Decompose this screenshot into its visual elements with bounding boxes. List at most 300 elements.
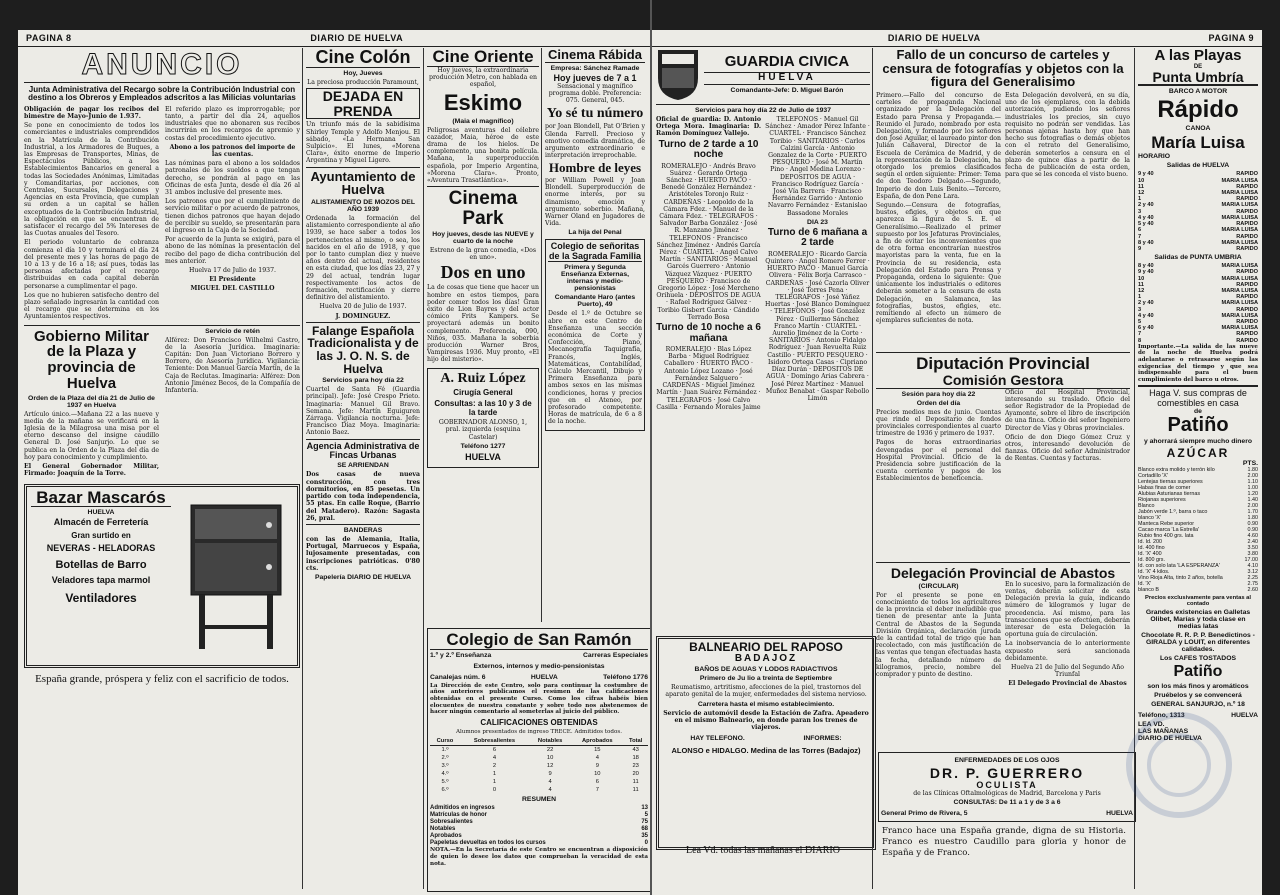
price-value: 3.12 [1247,568,1258,575]
schedule-boat: RAPIDO [1236,331,1258,338]
guardia-title: GUARDIA CIVICA [724,53,850,71]
calif-cell: 43 [632,747,639,754]
gobierno-title: Gobierno Militar de la Plaza y provincia de Huelva [33,327,149,392]
left-slogan: España grande, próspera y feliz con el sacrificio de todos. [35,672,289,685]
calif-cell: 2.º [441,755,449,762]
price-item: Vino Rioja Alta, tinto 2 años, botella [1138,574,1223,581]
price-item: Id. con solo lata 'LA ESPERANZA' [1138,562,1220,569]
price-value: 2.40 [1247,538,1258,545]
san-ramon-calif-sub: Alumnos presentados de ingreso TRECE. Admitidos todos. [455,728,623,735]
resumen-label: Notables [430,826,456,833]
abastos-sub: (CIRCULAR) [918,582,959,590]
colon-column [306,48,420,894]
schedule-boat: MARIA LUISA [1221,312,1258,319]
cinema-park-film: Dos en uno [440,262,526,283]
anuncio-lead: Obligación de pagar los recibos del bimestre de Mayo-Junio de 1.937. [24,105,159,120]
price-item: Alubias Asturianas tiernas [1138,490,1201,497]
gobierno-servicio-body: Alférez: Don Francisco Wilhelmi Castro, de la Asesoría Jurídica. Imaginaria: Capitán: Don Juan Victoriano Borrero y Borrero, de Asesoría Jurídica. Vigilancia: Teniente: Don Manuel García Martín, de la Caja de Reclutas. Imaginaria: Alférez: Don Antonio Jiménez Becos, de la Compañía de Infantería. [165,336,300,395]
calif-cell: 11 [632,787,639,794]
patino-name: Patiño [1167,414,1229,437]
calif-cell: 12 [546,763,554,770]
price-item: blanco B [1138,586,1159,593]
raposo-ad [656,636,876,850]
schedule-time: 2 y 40 [1138,300,1154,307]
anuncio-date: Huelva 17 de Julio de 1937. [188,267,277,275]
banderas-footer: Papelería DIARIO DE HUELVA [314,573,412,581]
guerrero-addr: General Primo de Rivera, 5 [881,810,968,818]
schedule-boat: MARIA LUISA [1221,239,1258,246]
right-page [652,30,1262,895]
guardia-civica-block [656,48,870,666]
bazar-title: Bazar Mascarós [31,489,171,508]
schedule-boat: MARIA LUISA [1221,275,1258,282]
schedule-time: 1 [1138,294,1142,301]
schedule-boat: RAPIDO [1236,221,1258,228]
patino-lea-2: LAS MAÑANAS [1138,727,1189,735]
anuncio-subtitle: Junta Administrativa del Recargo sobre la Contribución Industrial con destino a los Obreros y Empleados adscritos a las Milicias voluntarias [28,85,296,103]
calif-cell: 6 [595,779,599,786]
guardia-list-1: ROMERALEJO · Andrés Bravo Suárez · Gerardo Ortega Sánchez · HUERTO PACO · Benedé González Hernández · Aristóteles Toronjo Ruiz · CARDEÑAS · Leopoldo de la Cámara Fdez. · Manuel de la Cámara Fdez. · TELEGRAFOS · Salvador Barba González · José R. Manzano Jiménez · TELEFONOS · Francisco Sánchez Jiménez · Andrés García Pérez · CUARTEL · Angel Calvo Martín · SANITARIOS · Manuel Garcés Guerrero · Antonio Vázquez Vázquez · PUERTO PESQUERO · Francisco de Gregorio López · José Mercheno Orihuela · DEPOSITOS DE AGUA · Rafael Rodríguez Gálvez · Toribio Gisbert Garcia · Cándido Terrado Bosa [656,162,761,321]
calif-row [430,754,648,762]
raposo-city: BADAJOZ [734,652,798,664]
left-page-label: PAGINA 8 [26,33,72,43]
rabida-desc: por Joan Blondell, Pat O'Brien y Glenda Farrell. Precioso y emotivo comedia dramática, de argumento extraordinario e interpretación irreprochable. [545,123,645,160]
price-item: Manteca Rebe superior [1138,520,1195,527]
ruiz-line-2: Consultas: a las 10 y 3 de la tarde [434,399,532,418]
watermark-seal-icon [1104,705,1254,825]
san-ramon-row-1a: 1.º y 2.º Enseñanza [430,651,492,659]
calif-cell: 4.º [441,771,449,778]
guardia-dia-23: DIA 23 [807,218,828,226]
ayuntamiento-title: Ayuntamiento de Huelva [310,168,416,198]
patino-intro: Haga V. sus compras de comestibles en casa [1149,388,1247,408]
resumen-list [430,805,648,847]
schedule-time: 10 [1138,177,1145,184]
san-ramon-row-3a: Canalejas núm. 6 [430,673,486,681]
schedule-time: 1 [1138,196,1142,203]
resumen-row [430,833,648,840]
sagrada-addr: Comandante Haro (antes Puerto), 49 [554,294,636,309]
rabida-title: Cinema Rábida [545,48,645,63]
playas-maria: María Luisa [1151,132,1245,152]
oriente-body: Peligrosas aventuras del célebre cazador, Maia, héroe de este drama de los hielos. De complemento, una bonita película. Mañana, la superproducción española, por Imperio Argentina, «Morena Clara». Pronto, «Aventura Trasatlántica». [427,126,539,184]
guerrero-city: HUELVA [1106,810,1133,818]
schedule-boat: MARIA LUISA [1221,287,1258,294]
lea-diario-footer: Lea Vd. todas las mañanas el DIARIO [686,845,840,856]
price-value: 2.25 [1247,574,1258,581]
ayuntamiento-body: Ordenada la formación del alistamiento correspondiente al año 1939, se hace saber a todos los pertenecientes al mismo, o sea, los nacidos en el año de 1918, y que por lo tanto cumplan diez y nueve años dentro del actual, residentes en esta ciudad, que los días 23, 27 y 29 del actual, tendrán lugar respectivamente los actos de formación, rectificación y cierre definitivo del alistamiento. [306,214,420,302]
banderas-title: BANDERAS [343,526,383,534]
resumen-label: Matrículas de honor [430,812,488,819]
resumen-value: 68 [641,826,648,833]
guerrero-role: OCULISTA [976,779,1038,790]
guerrero-line-2: CONSULTAS: De 11 a 1 y de 3 a 6 [953,799,1061,807]
oriente-title: Cine Oriente [427,48,539,67]
schedule-time: 8 y 40 [1138,263,1154,270]
guardia-list-3: TELEFONOS · Manuel Gil Sánchez · Amador Pérez Infante · CUARTEL · Francisco Sánchez Toribio · SANITARIOS · Carlos Calzini García · Antonio Gonzalez de la Corte · PUERTO PESQUERO · José M. Martín Pino · Angel Medina Lorenzo · DEPOSITOS DE AGUA · Francisco Rodríguez García · José Vía Barrera · Francisco Hernández Garrido · Antonio Navarro Fernández · Estanislao Bassadone Morales [765,116,870,217]
price-value: 4.10 [1247,562,1258,569]
schedule-time: 8 y 40 [1138,239,1154,246]
san-ramon-intro: La Dirección de este Centro, solo para continuar la costumbre de años anteriores publicamos el resúmen de las calificaciones obtenidas en el presente Curso. Como los cifras habéis bien elocuentes de nuestra constante y sobre todo nos abstenemos de hacer ningún comentario al someterlas al juicio del público. [430,682,648,716]
guerrero-top: ENFERMEDADES DE LOS OJOS [954,757,1060,764]
price-value: 3.50 [1247,544,1258,551]
raposo-line-3: Reumatismo, artritismo, afecciones de la piel, trastornos del aparato genital de la mujer, enfermedades del sistema nervioso. [665,684,867,699]
colon-title: Cine Colón [306,48,420,68]
price-item: Cortadillo 'X' [1138,472,1168,479]
price-item: Id. 800 grs. [1138,556,1165,563]
rabida-desc-2: por William Powell y Joan Blondell. Superproducción de enorme interés, por su dinamismo, emoción y argumento soberbio. Mañana, Warner Oland en Jugadores de Vida. [545,177,645,228]
playas-title: A las Playas [1154,48,1242,64]
schedule-punta-umbria [1138,263,1258,344]
agencia-title: Agencia Administrativa de Fincas Urbanas [306,440,420,461]
schedule-boat: MARIA LUISA [1221,227,1258,234]
calif-cell: 1 [492,779,497,786]
guardia-turno-1: Turno de 2 tarde a 10 noche [658,138,759,161]
gobierno-signoff: El General Gobernador Militar, Firmado: Joaquín de la Torre. [24,463,159,478]
calif-cell: 10 [594,771,601,778]
sagrada-familia-ad [545,239,645,430]
guerrero-name: DR. P. GUERRERO [929,765,1085,781]
abastos-block [876,562,1130,745]
price-value: 1.80 [1247,466,1258,473]
sagrada-sub: Primera y Segunda Enseñanza Externas, internas y medio-pensionistas [561,264,629,293]
left-page [18,30,650,895]
raposo-line-6a: HAY TELEFONO. [690,735,745,743]
patino-choco: Chocolate R. R. P. P. Benedictinos - GIRALDA y LOUIT, en diferentes calidades. [1141,631,1255,653]
diputacion-body-1: Precios medios mes de junio. Cuentas que rinde el Depositario de fondos provinciales correspondientes al cuarto trimestre de 1936 y primero de 1937. [876,408,1001,438]
ruiz-addr: GOBERNADOR ALONSO, 1, pral. izquierda (esquina Castelar) [438,419,528,441]
guardia-turno-3: Turno de 6 mañana a 2 tarde [767,226,868,249]
price-value: 1.40 [1247,496,1258,503]
ayuntamiento-signer: J. DOMINGUEZ. [335,312,391,320]
schedule-time: 12 [1138,287,1145,294]
schedule-time: 5 [1138,318,1142,325]
san-ramon-resumen-title: RESUMEN [522,796,556,804]
san-ramon-calif-title: CALIFICACIONES OBTENIDAS [480,717,598,727]
left-running-head [18,30,650,47]
schedule-boat: RAPIDO [1236,294,1258,301]
left-header-center: DIARIO DE HUELVA [310,33,404,43]
schedule-boat: RAPIDO [1236,196,1258,203]
diputacion-body-2: Pagos de horas extraordinarias devengadas por el personal del Hospital Provincial. Oficio de la Presidencia sobre justificación de la cuenta corriente y pagos de los Establecimientos de beneficencia. [876,439,1001,483]
patino-cafes-2: son los más finos y aromáticos [1147,682,1249,690]
calif-cell: 4 [548,779,552,786]
colon-body: Un triunfo más de la sabidísima Shirley Temple y Adolfo Menjou. El sábado, «La Hermana San Sulpicio». El lunes, «Morena Clara», éxito enorme de Imperio Argentina y Miguel Ligero. [306,121,420,165]
calif-header-cell: Aprobados [571,737,623,746]
schedule-boat: RAPIDO [1236,245,1258,252]
schedule-time: 11 [1138,183,1144,190]
price-value: 2.60 [1247,586,1258,593]
anuncio-body-3: Los que no hubieren satisfecho dentro del plazo señalado ingresarán la cantidad con el recargo que se determina en los Ayuntamientos respectivos. [24,291,159,321]
price-item: Blanco extra molido y terrón kilo [1138,466,1215,473]
schedule-time: 4 y 40 [1138,312,1154,319]
bazar-city: HUELVA [87,509,115,517]
calif-cell: 6 [492,747,497,754]
calif-cell: 4 [548,787,552,794]
price-item: Blanco [1138,502,1155,509]
calif-row [430,778,648,786]
price-item: Rubio fino 400 grs. lata [1138,532,1194,539]
calif-cell: 0 [492,787,497,794]
price-item: Cacao marca 'La Estrella' [1138,526,1200,533]
patino-product: AZÚCAR [1166,446,1230,461]
resumen-label: Aprobados [430,833,462,840]
san-ramon-row-1b: Carreras Especiales [583,651,648,659]
calif-header-cell: Total [623,737,648,746]
raposo-line-4: Carretera hasta el mismo establecimiento. [697,700,835,708]
price-item: Habas finas de comer [1138,484,1191,491]
diputacion-sub: Sesión para hoy día 22 [901,390,976,398]
diputacion-title-2: Comisión Gestora [876,373,1130,389]
price-value: 1.10 [1247,478,1258,485]
bazar-line-1: Almacén de Ferretería [53,517,149,528]
san-ramon-ad [427,628,650,892]
patino-grandes: Grandes existencias en Galletas Olibet, Marías y toda clase en medias latas [1145,608,1251,630]
agencia-sub: SE ARRIENDAN [337,462,389,470]
bazar-line-6: Ventiladores [65,590,137,605]
raposo-line-6b: INFORMES: [803,735,842,743]
playas-canoa: CANOA [1185,124,1211,132]
resumen-value: 5 [644,812,648,819]
ruiz-name: A. Ruiz López [440,370,526,386]
resumen-row [430,805,648,812]
guardia-list-2: ROMERALEJO · Blas López Barba · Miguel Rodríguez Caballero · HUERTO PACO · Antonio López Lozano · José Fernández Salguero · CARDEÑAS · Miguel Jiménez Martín · Juan Suárez Fernández · TELEGRAFOS · José Calvo Casilla · Fernando Morales Jaime [656,346,761,411]
sagrada-body: Desde el 1.º de Octubre se abre en este Centro de Enseñanza una sección económica de Corte y Confección, Piano, Mecanografía Taquigrafía, Francés, Inglés, Matemáticas, Contabilidad, Cálculo Mercantil, Dibujo y Primera Enseñanza para ambos sexos en las mismas condiciones, horas y precios que en el Ateneo, por profesorado competente. Horas de matrícula, de 6 a 8 de la noche. [548,310,642,426]
resumen-label: Sobresalientes [430,819,473,826]
fallo-body-3: Esta Delegación devolverá, en su día, uno de los ejemplares, con la debida autorización, pudiendo los señores industriales los precios, sin cuyo requisito no podrán ser vendidas. Las personas ajenas hasta hoy que han hecho sus fotografías o demás objetos con el retrato del Generalísimo, deberán someterlos a censura en el plazo de quince días a partir de la fecha de publicación de esta orden, para que se les conceda el visto bueno. [1005,91,1130,179]
price-value: 17.00 [1244,556,1258,563]
price-item: Riojanas superiores [1138,496,1186,503]
san-ramon-row-3b: HUELVA [530,673,558,681]
schedule-boat: MARIA LUISA [1221,202,1258,209]
price-value: 1.00 [1247,484,1258,491]
agencia-body: Dos casas de nueva construcción, con tres dormitorios, en 85 pesetas. Un partido con toda independencia, 55 ptas. En calle Roque, (Barrio del Matadero). Razón: Sagasta 26, pral. [306,471,420,522]
calif-cell: 4 [492,755,497,762]
schedule-boat: RAPIDO [1236,233,1258,240]
guerrero-ad [878,752,1136,822]
patino-cafes-3: Pruébelos y se convencerá [1154,691,1242,699]
ruiz-lopez-ad [427,368,539,468]
patino-city: HUELVA [1231,711,1258,719]
playas-horario: HORARIO [1138,153,1171,161]
schedule-huelva [1138,171,1258,252]
playas-note: Importante.—La salida de las nueve de la noche de Huelva podrá adelantarse o retrasarse según las exigencias del tiempo y que sea indispensable para el buen cumplimiento del barco u otros. [1138,343,1258,383]
schedule-time: 5 y 40 [1138,221,1154,228]
calif-cell: 7 [595,787,599,794]
calif-cell: 3.º [441,763,449,770]
calif-row [430,770,648,778]
schedule-time: 10 [1138,275,1145,282]
price-item: Id. 'X' 400 [1138,550,1162,557]
price-item: blanco 'X' [1138,514,1162,521]
calif-cell: 20 [632,771,639,778]
patino-cafes: Los CAFES TOSTADOS [1159,654,1237,662]
ruiz-city: HUELVA [465,451,501,462]
cinema-park-title: Cinema Park [448,188,518,230]
oriente-intro: Hoy jueves, la extraordinaria producción Metro, con hablada en español, [429,66,537,89]
fallo-body-1: Primero.—Fallo del concurso de carteles de propaganda Nacional organizado por la Delegación del Estado para Prensa y Propaganda.—Reunido el Jurado, nombrado por esta Delegación, y formado por los señores don José Aguilar, el laureado pintor don Julián Cañaveral, Director de la Escuela de Cerámica de Madrid, y de la representación de la Delegación, ha otorgado los premios clasificados según el orden siguiente: Primer: Tema de don Teodoro Delgado.—Segundo, Imperio de don Luis Benito.—Tercero, España, de don Pene Lara. [876,91,1001,200]
price-item: Lentejas tiernas superiores [1138,478,1203,485]
colon-intro: La preciosa producción Paramount, [307,78,419,86]
san-ramon-nota: NOTA.—En la Secretaría de este Centro se encuentran a disposición de quien lo desee los datos que comprueban la veracidad de esta nota. [430,847,648,867]
calif-cell: 4 [595,755,599,762]
san-ramon-row-3c: Teléfono 1776 [603,673,648,681]
price-item: Id. Id. 200 [1138,538,1162,545]
schedule-boat: MARIA LUISA [1221,214,1258,221]
playas-salidas-punta: Salidas de PUNTA UMBRIA [1154,254,1242,262]
schedule-time: 3 [1138,306,1142,313]
calif-cell: 1.º [441,747,449,754]
rabida-column [545,48,645,624]
price-item: Jabón verde 1.º, barra o taco [1138,508,1208,515]
fallo-block [876,48,1130,350]
abastos-body-1: Por el presente se pone en conocimiento de todos los agricultores de la provincia el deber ineludible que tienen de presentar ante la Junta Central de Abastos de la Segunda División Orgánica, declaración jurada de la cantidad total de trigo que han recolectado, con más justificación de las ventas que tengan efectuadas hasta la fecha, detallando número de kilogramos, precio, nombre del comprador y punto de destino. [876,591,1001,678]
guardia-text-1: Oficial de guardia: D. Antonio Ortega Mora. Imaginaria: D. Ramón Domínguez Vallejo. [656,116,761,138]
patino-pts: PTS. [1242,459,1258,467]
anuncio-sub-2: Abono a los patronos del importe de las cuentas. [169,143,296,158]
schedule-time: 12 [1138,190,1145,197]
patino-name-2: Patiño [1173,662,1223,680]
playas-rapido: Rápido [1157,96,1239,124]
calif-cell: 6.º [441,787,449,794]
colon-today: Hoy, Jueves [343,69,383,77]
ruiz-line-1: Cirugía General [453,388,513,398]
right-running-head [652,30,1262,47]
schedule-boat: MARIA LUISA [1221,190,1258,197]
calif-cell: 9 [548,771,552,778]
ayuntamiento-date: Huelva 20 de Julio de 1937. [319,303,407,311]
diputacion-sub-2: Orden del día [916,399,961,407]
anuncio-body-2: El periodo voluntario de cobranza comienza el día 10 y terminará el día 24 del presente mes y las horas de pago de 10 a 13 y de 16 a 18; así pues, todas las personas afectadas por el recargo distribuidas en cada capital deberán personarse a cumplimentar el pago. [24,239,159,290]
patino-phone: Teléfono, 1313 [1138,711,1185,719]
schedule-time: 9 y 40 [1138,171,1154,178]
schedule-boat: RAPIDO [1236,171,1258,178]
abastos-signer: El Delegado Provincial de Abastos [1008,680,1127,688]
oriente-tagline: (Maia el magnífico) [452,117,514,125]
resumen-label: Papeletas devueltas en todos los cursos [430,840,546,847]
guardia-turno-2: Turno de 10 noche a 6 mañana [656,322,761,344]
calif-cell: 1 [492,771,497,778]
resumen-row [430,812,648,819]
schedule-boat: RAPIDO [1236,269,1258,276]
price-row [1138,587,1258,593]
calif-cell: 5.º [441,779,449,786]
bazar-line-2: Gran surtido en [71,530,131,540]
guardia-shield-icon [656,48,700,102]
anuncio-signoff: El Presidente [209,276,256,284]
calif-header-cell: Notables [529,737,571,746]
schedule-time: 4 y 40 [1138,214,1154,221]
patino-addr: GENERAL SANJURJO, n.º 18 [1151,700,1245,708]
price-value: 2.00 [1247,502,1258,509]
schedule-time: 11 [1138,281,1144,288]
bazar-line-4: Botellas de Barro [55,558,147,571]
anuncio-body-4: El referido plazo es improrrogable; por tanto, a partir del día 24, aquellos industriales que no abonaren sus recibos incurrirán en los recargos de apremio y costas del procedimiento ejecutivo. [165,105,300,142]
playas-place: Punta Umbría [1138,70,1258,87]
rabida-promo: La hija del Penal [568,229,622,237]
price-value: 2.75 [1247,580,1258,587]
patino-precios: Precios exclusivamente para ventas al contado [1144,594,1251,607]
guardia-chief: Comandante-Jefe: D. Miguel Barón [730,86,844,94]
schedule-time: 9 y 40 [1138,269,1154,276]
price-item: Id. 400 fino [1138,544,1165,551]
icebox-icon [181,495,291,655]
resumen-value: 0 [644,840,648,847]
rabida-film: Yo sé tu número [546,105,644,121]
falange-title: Falange Española Tradicionalista y de las J. O. N. S. de Huelva [307,323,419,376]
schedule-boat: RAPIDO [1236,337,1258,344]
diputacion-title-1: Diputación Provincial [916,354,1090,373]
franco-slogan: Franco hace una España grande, digna de su Historia. Franco es nuestro Caudillo para gloria y honor de España y de Franco. [882,826,1126,858]
calif-cell: 18 [632,755,639,762]
resumen-value: 75 [641,819,648,826]
schedule-boat: RAPIDO [1236,318,1258,325]
price-value: 0.90 [1247,520,1258,527]
resumen-value: 35 [641,833,648,840]
resumen-row [430,826,648,833]
raposo-line-5: Servicio de automóvil desde la Estación de Zafra. Apeadero en el mismo Balneario, en donde paran los trenes de viajeros. [663,709,869,731]
price-value: 1.70 [1247,508,1258,515]
price-value: 1.80 [1247,514,1258,521]
patino-price-list [1138,467,1258,593]
playas-barco: BARCO A MOTOR [1168,88,1228,96]
guerrero-line-1: de las Clínicas Oftalmológicas de Madrid, Barcelona y Paris [913,790,1101,798]
schedule-boat: RAPIDO [1236,306,1258,313]
san-ramon-row-2: Externos, internos y medio-pensionistas [473,662,605,670]
diputacion-body-3: Oficio del Hospital Provincial, interesando su traslado. Oficio del señor Registrador de la Propiedad de Ayamonte, sobre el libro de inscripción de una finca. Oficio del señor Ingeniero Director de Vías y Obras provinciales. [1005,388,1130,432]
resumen-row [430,819,648,826]
abastos-title: Delegación Provincial de Abastos [890,565,1116,581]
rabida-body: Sensacional y magnífico programa doble. Preferencia: 075. General, 045. [548,83,642,105]
gobierno-servicio: Servicio de retén [205,327,260,335]
abastos-body-2: En lo sucesivo, para la formalización de ventas, deberán solicitar de esta Delegación previa la guía, indicando número de kilogramos y lugar de procedencia. Así mismo, para las transacciones que se efectúen, deberán interesar de esta Delegación la oportuna guía de circulación. [1005,580,1130,639]
bazar-line-5: Veladores tapa marmol [51,575,151,586]
price-item: Id. 'X' 4 kilos. [1138,568,1170,575]
cinema-park-body: Estreno de la gran comedia, «Dos en uno». [429,247,537,262]
sagrada-title: Colegio de señoritas de la Sagrada Familia [548,241,642,261]
falange-sub: Servicios para hoy día 22 [322,377,404,385]
fallo-body-2: Segundo.—Censura de fotografías, bustos, efigies, y objetos en que aparezca la figura de S. E. el Generalísimo.—Realizado el primer supuesto por los Jefaturas Provinciales, a fin de evitar los inconvenientes que de otra forma encontrarían nuestros mayoristas para la venta, fue en la Provincia de su residencia, esta Delegación del Estado para Prensa y Propaganda, ordena lo siguiente: Que únicamente los industriales o editores deberán someter a la censura de esta Delegación, en Salamanca, las fotografías, bustos, efigies, etc. remitiendo al efecto un número de ejemplares suficientes de nota. [876,201,1001,325]
abastos-date: Huelva 21 de Julio del Segundo Año Triunfal [1011,663,1124,679]
schedule-time: 2 y 40 [1138,202,1154,209]
oriente-column [427,48,539,624]
calif-cell: 22 [546,747,554,754]
schedule-time: 7 [1138,331,1142,338]
price-value: 3.80 [1247,550,1258,557]
gobierno-body: Artículo único.—Mañana 22 a las nueve y media de la mañana se verificará en la Iglesia de la Milagrosa una misa por el eterno descanso del insigne caudillo General D. José Sanjurjo. Lo que se publica en la Orden de la Plaza del día de hoy para conocimiento y cumplimiento. [24,410,159,461]
calificaciones-table [430,737,648,794]
raposo-line-2: Primero de Ju lio a treinta de Septiembre [699,675,833,683]
schedule-boat: RAPIDO [1236,183,1258,190]
schedule-boat: RAPIDO [1236,281,1258,288]
calif-cell: 11 [632,779,639,786]
resumen-value: 13 [641,805,648,812]
anuncio-signer: MIGUEL DEL CASTILLO [190,285,275,293]
raposo-line-7: ALONSO e HIDALGO. Medina de las Torres (Badajoz) [671,746,861,756]
patino-tag: y ahorrará siempre mucho dinero [1143,438,1253,446]
schedule-row [1138,246,1258,252]
patino-lea-3: DIARIO DE HUELVA [1138,734,1202,742]
calif-row [430,746,648,755]
patino-lea-1: LEA VD. [1138,720,1165,728]
calif-cell: 9 [595,763,599,770]
ruiz-phone: Teléfono 1277 [460,442,506,450]
raposo-line-1: BAÑOS DE AGUAS Y LODOS RADIACTIVOS [694,666,838,674]
price-value: 1.20 [1247,490,1258,497]
resumen-label: Admitidos en ingresos [430,805,495,812]
schedule-time: 8 [1138,337,1142,344]
schedule-time: 3 [1138,208,1142,215]
